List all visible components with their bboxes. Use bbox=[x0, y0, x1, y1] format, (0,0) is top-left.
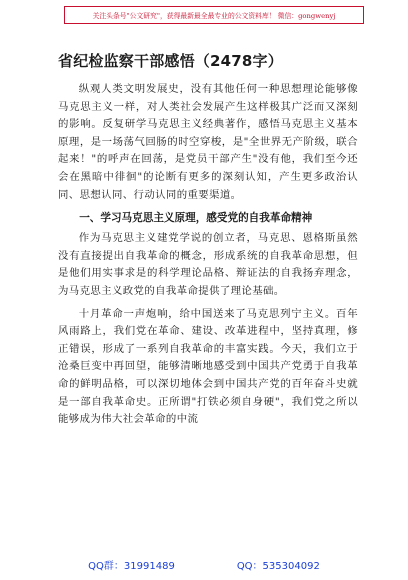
paragraph: 十月革命一声炮响，给中国送来了马克思列宁主义。百年风雨路上，我们党在革命、建设、改革进程中，坚持真理，修正错误，形成了一系列自我革命的丰富实践。今天，我们立于沧桑巨变中再回望，能够清晰地感受到中国共产党勇于自我革命的鲜明品格，可以深切地体会到中国共产党的百年奋斗史就是一部自我革命史。正所谓"打铁必须自身硬"，我们党之所以能够成为伟大社会革命的中流 bbox=[58, 307, 358, 426]
document-title: 省纪检监察干部感悟（2478字） bbox=[58, 52, 283, 70]
paragraph: 纵观人类文明发展史，没有其他任何一种思想理论能够像马克思主义一样，对人类社会发展产生这样极其广泛而又深刻的影响。反复研学马克思主义经典著作，感悟马克思主义基本原理，是一场荡气回肠的时空穿梭，是"全世界无产阶级，联合起来！"的呼声在回荡，是党员干部产生"没有他，我们至今还会在黑暗中徘徊"的论断有更多的深刻认知，产生更多政治认同、思想认同、行动认同的重要渠道。 bbox=[58, 83, 358, 201]
document-body bbox=[58, 50, 358, 434]
footer-qq: QQ：535304092 bbox=[236, 561, 320, 572]
footer-qq-group: QQ群：31991489 bbox=[88, 561, 175, 572]
header-banner bbox=[64, 6, 364, 24]
banner-text: 关注头条号"公文研究"，获得最新最全最专业的公文资料库！ 微信：gongwenyj bbox=[92, 12, 336, 20]
footer-contacts bbox=[0, 557, 408, 573]
section-heading: 一、学习马克思主义原理，感受党的自我革命精神 bbox=[79, 212, 313, 225]
paragraph: 作为马克思主义建党学说的创立者，马克思、恩格斯虽然没有直接提出自我革命的概念，形成系统的自我革命思想，但是他们用实事求是的科学理论品格、辩证法的自我扬弃理念，为马克思主义政党的自我革命提供了理论基础。 bbox=[58, 232, 358, 297]
